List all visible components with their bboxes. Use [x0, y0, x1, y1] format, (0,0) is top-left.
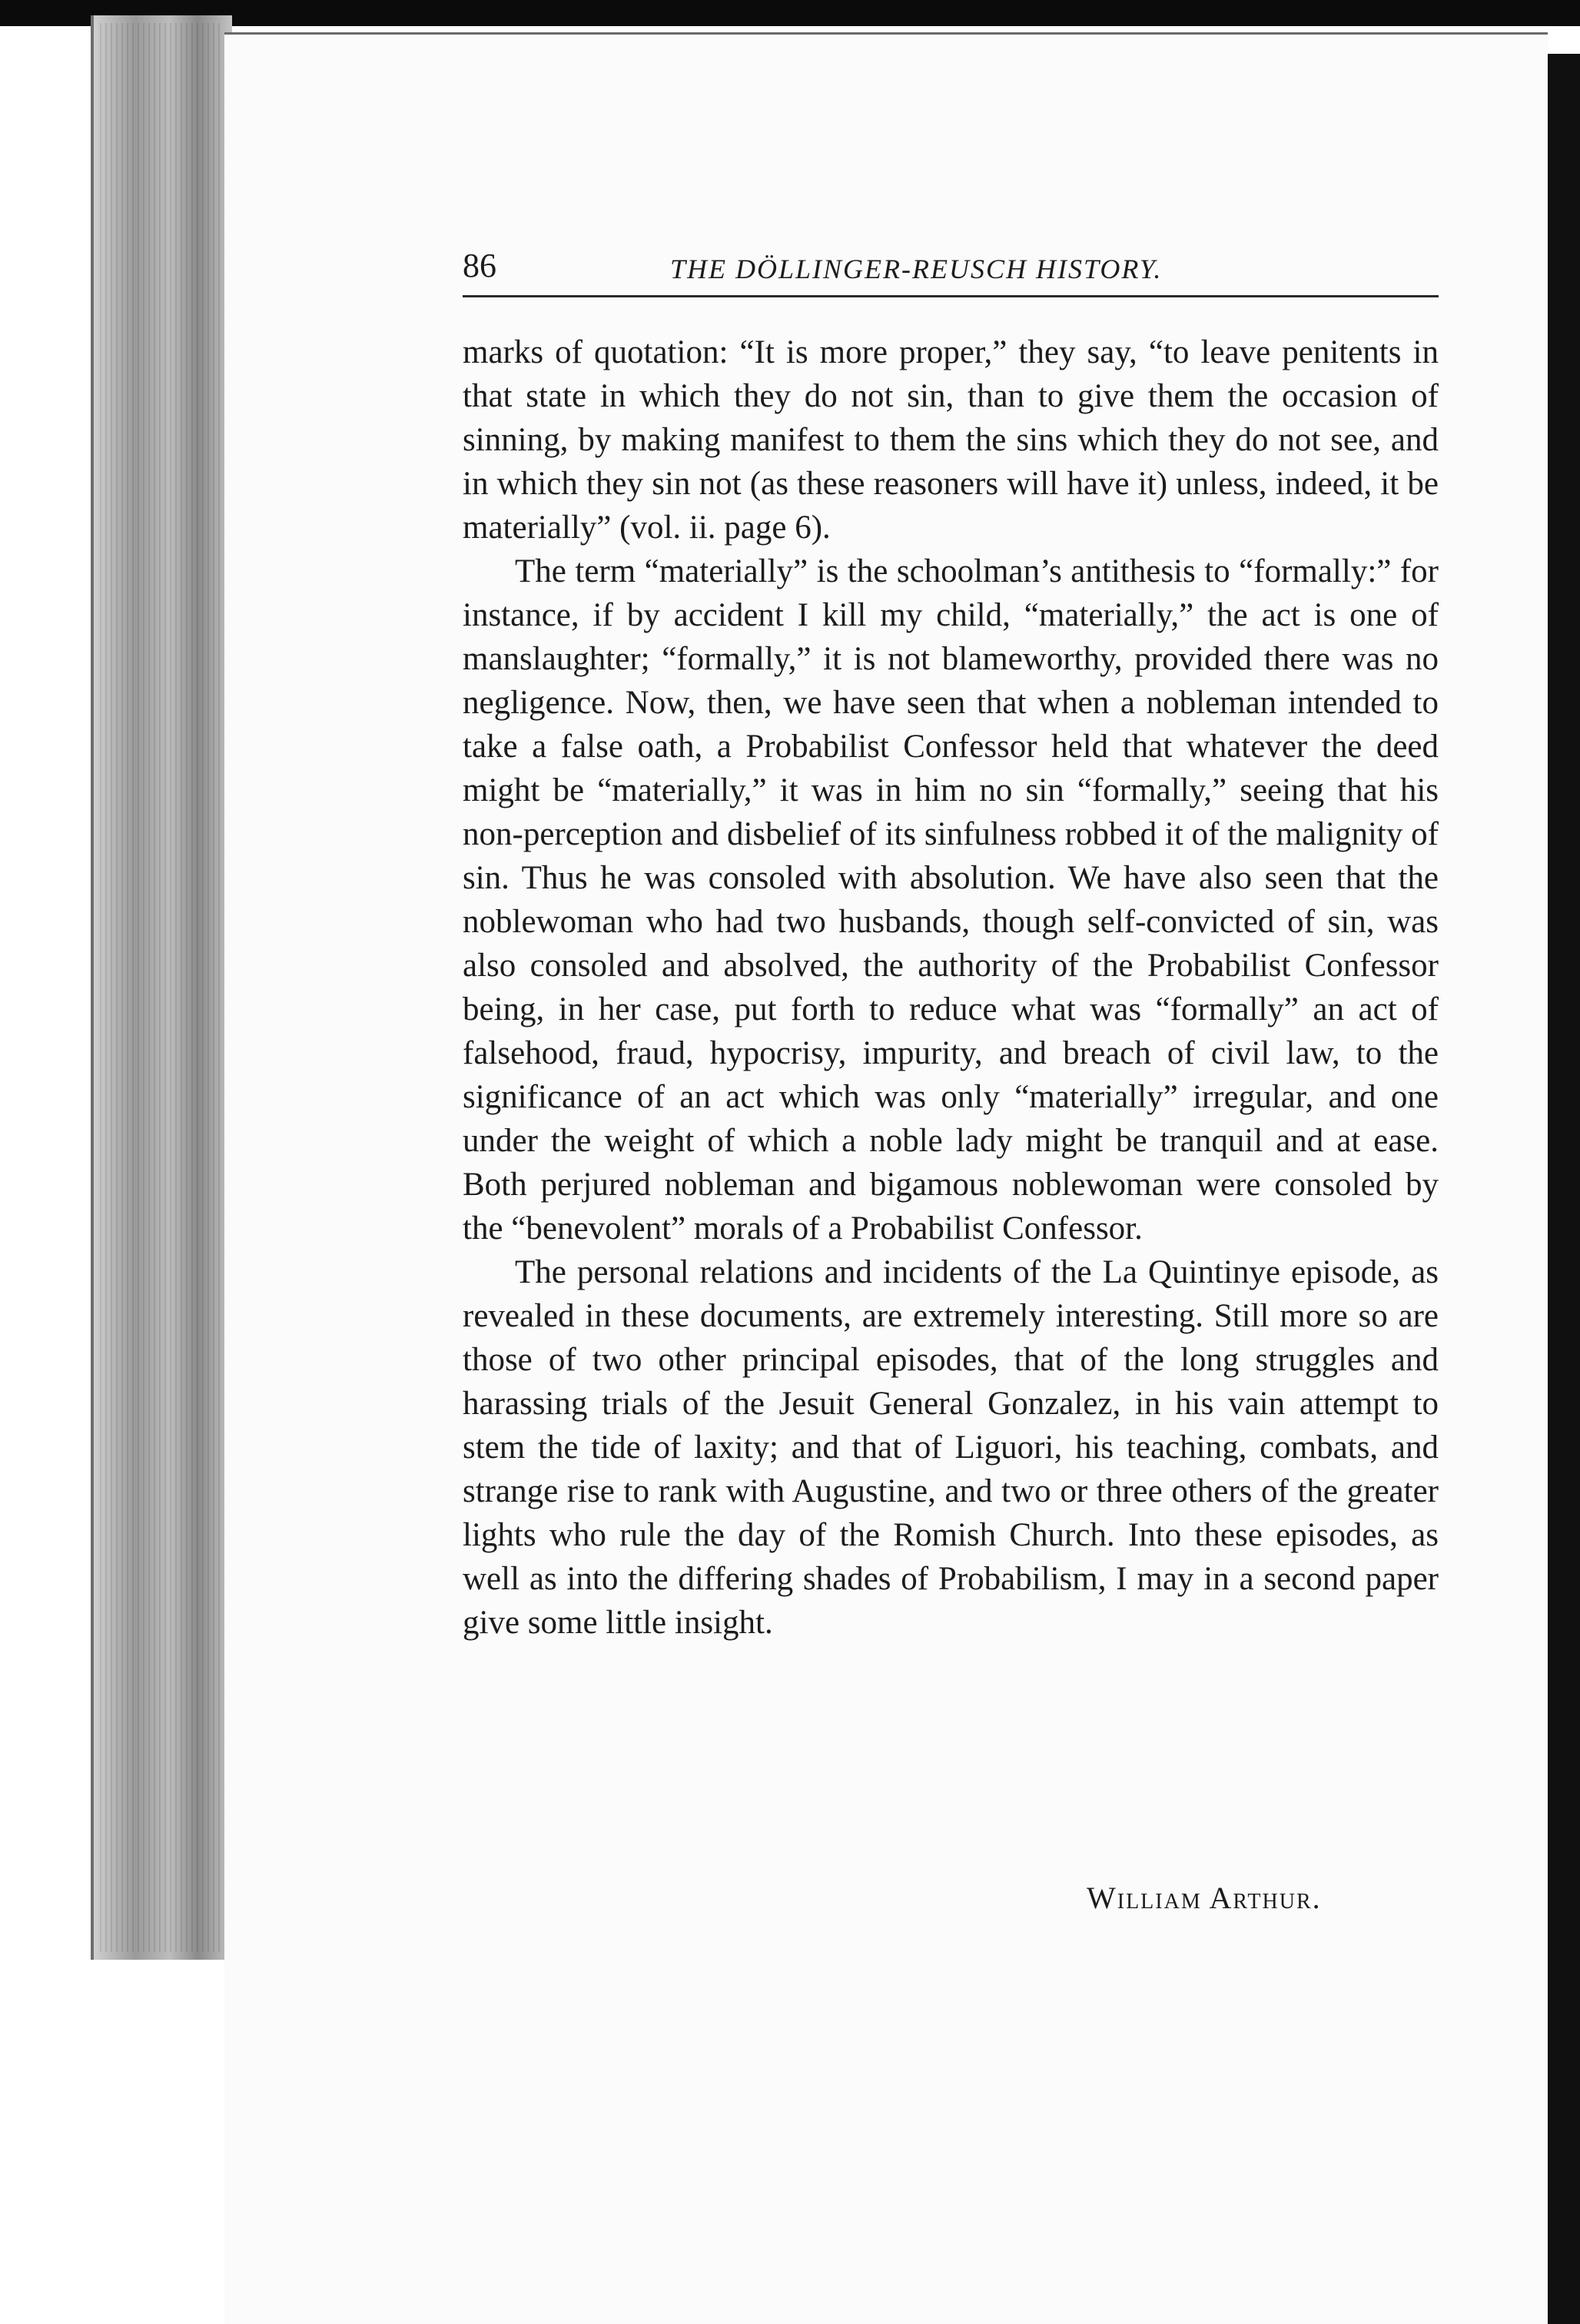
top-scan-edge	[0, 0, 1580, 26]
author-signature: William Arthur.	[1087, 1881, 1322, 1915]
page-number: 86	[463, 247, 496, 284]
body-text	[463, 330, 1439, 1645]
paragraph-continuation: marks of quotation: “It is more proper,” they say, “to leave penitents in that state in which they do not sin, than to give them the occasion of sinning, by making manifest to them the sins which they do not see, and in which they sin not (as these reasoners will have it) unless, indeed, it be materially” (vol. ii. page 6).	[463, 334, 1439, 546]
header-rule	[463, 295, 1439, 297]
running-head	[463, 243, 1439, 297]
page-edge-lines	[100, 23, 223, 1952]
running-title: THE DÖLLINGER-REUSCH HISTORY.	[670, 254, 1163, 284]
paragraph-materially: The term “materially” is the schoolman’s antithesis to “formally:” for instance, if by accident I kill my child, “materially,” the act is one of manslaughter; “formally,” it is not blameworthy, provided there was no negligence. Now, then, we have seen that when a nobleman intended to take a false oath, a Probabilist Confessor held that whatever the deed might be “materially,” it was in him no sin “formally,” seeing that his non-perception and disbelief of its sinfulness robbed it of the malignity of sin. Thus he was consoled with absolution. We have also seen that the noblewoman who had two husbands, though self-convicted of sin, was also consoled and absolved, the authority of the Probabilist Confessor being, in her case, put forth to reduce what was “formally” an act of falsehood, fraud, hypocrisy, impurity, and breach of civil law, to the significance of an act which was only “materially” irregular, and one under the weight of which a noble lady might be tranquil and at ease. Both perjured nobleman and bigamous noblewoman were consoled by the “benevolent” morals of a Probabilist Confessor.	[463, 553, 1439, 1247]
right-scan-edge	[1548, 54, 1580, 2324]
paragraph-episodes: The personal relations and incidents of the La Quintinye episode, as revealed in these documents, are extremely interesting. Still more so are those of two other principal episodes, that of the long struggles and harassing trials of the Jesuit General Gonzalez, in his vain attempt to stem the tide of laxity; and that of Liguori, his teaching, combats, and strange rise to rank with Augustine, and two or three others of the greater lights who rule the day of the Romish Church. Into these episodes, as well as into the differing shades of Probabilism, I may in a second paper give some little insight.	[463, 1254, 1439, 1641]
